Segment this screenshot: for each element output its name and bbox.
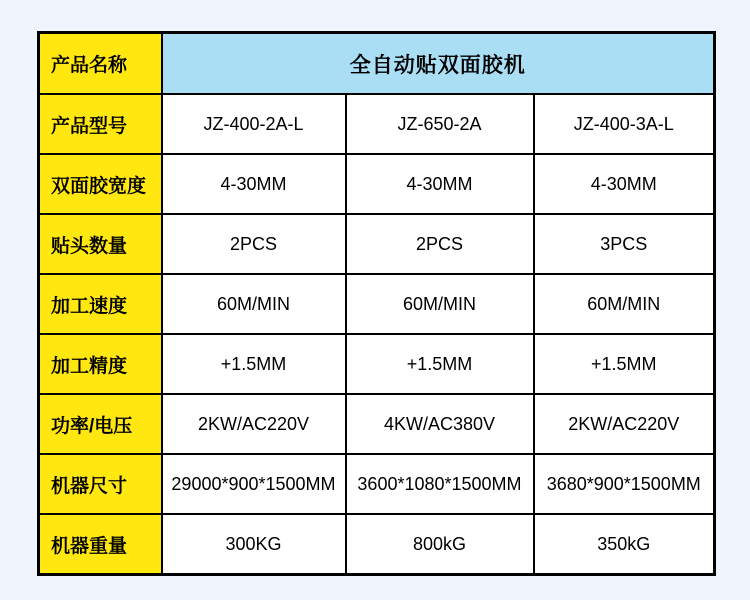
spec-row-weight <box>39 514 715 575</box>
spec-label: 加工速度 <box>39 274 162 334</box>
spec-value: 800kG <box>346 514 534 575</box>
spec-value: 4-30MM <box>534 154 715 214</box>
spec-value: +1.5MM <box>534 334 715 394</box>
product-spec-table <box>37 31 716 576</box>
spec-label: 贴头数量 <box>39 214 162 274</box>
product-title: 全自动贴双面胶机 <box>162 33 715 95</box>
product-name-label: 产品名称 <box>39 33 162 95</box>
spec-value: 2KW/AC220V <box>534 394 715 454</box>
spec-value: 2PCS <box>346 214 534 274</box>
spec-value: 4-30MM <box>346 154 534 214</box>
spec-value: JZ-400-3A-L <box>534 94 715 154</box>
spec-value: 60M/MIN <box>534 274 715 334</box>
spec-value: 3600*1080*1500MM <box>346 454 534 514</box>
spec-label: 机器重量 <box>39 514 162 575</box>
spec-row-power <box>39 394 715 454</box>
spec-row-precision <box>39 334 715 394</box>
spec-value: 3PCS <box>534 214 715 274</box>
spec-value: JZ-650-2A <box>346 94 534 154</box>
spec-label: 双面胶宽度 <box>39 154 162 214</box>
spec-row-speed <box>39 274 715 334</box>
spec-row-tape-width <box>39 154 715 214</box>
spec-value: 2KW/AC220V <box>162 394 346 454</box>
spec-value: 350kG <box>534 514 715 575</box>
spec-row-model <box>39 94 715 154</box>
spec-value: 2PCS <box>162 214 346 274</box>
spec-row-dimensions <box>39 454 715 514</box>
spec-value: 60M/MIN <box>346 274 534 334</box>
spec-value: JZ-400-2A-L <box>162 94 346 154</box>
spec-value: +1.5MM <box>346 334 534 394</box>
spec-row-head-count <box>39 214 715 274</box>
spec-value: 3680*900*1500MM <box>534 454 715 514</box>
spec-label: 功率/电压 <box>39 394 162 454</box>
spec-value: 4-30MM <box>162 154 346 214</box>
spec-label: 机器尺寸 <box>39 454 162 514</box>
spec-label: 产品型号 <box>39 94 162 154</box>
spec-value: +1.5MM <box>162 334 346 394</box>
table-header-row <box>39 33 715 95</box>
spec-value: 4KW/AC380V <box>346 394 534 454</box>
spec-value: 60M/MIN <box>162 274 346 334</box>
spec-label: 加工精度 <box>39 334 162 394</box>
spec-value: 29000*900*1500MM <box>162 454 346 514</box>
spec-value: 300KG <box>162 514 346 575</box>
